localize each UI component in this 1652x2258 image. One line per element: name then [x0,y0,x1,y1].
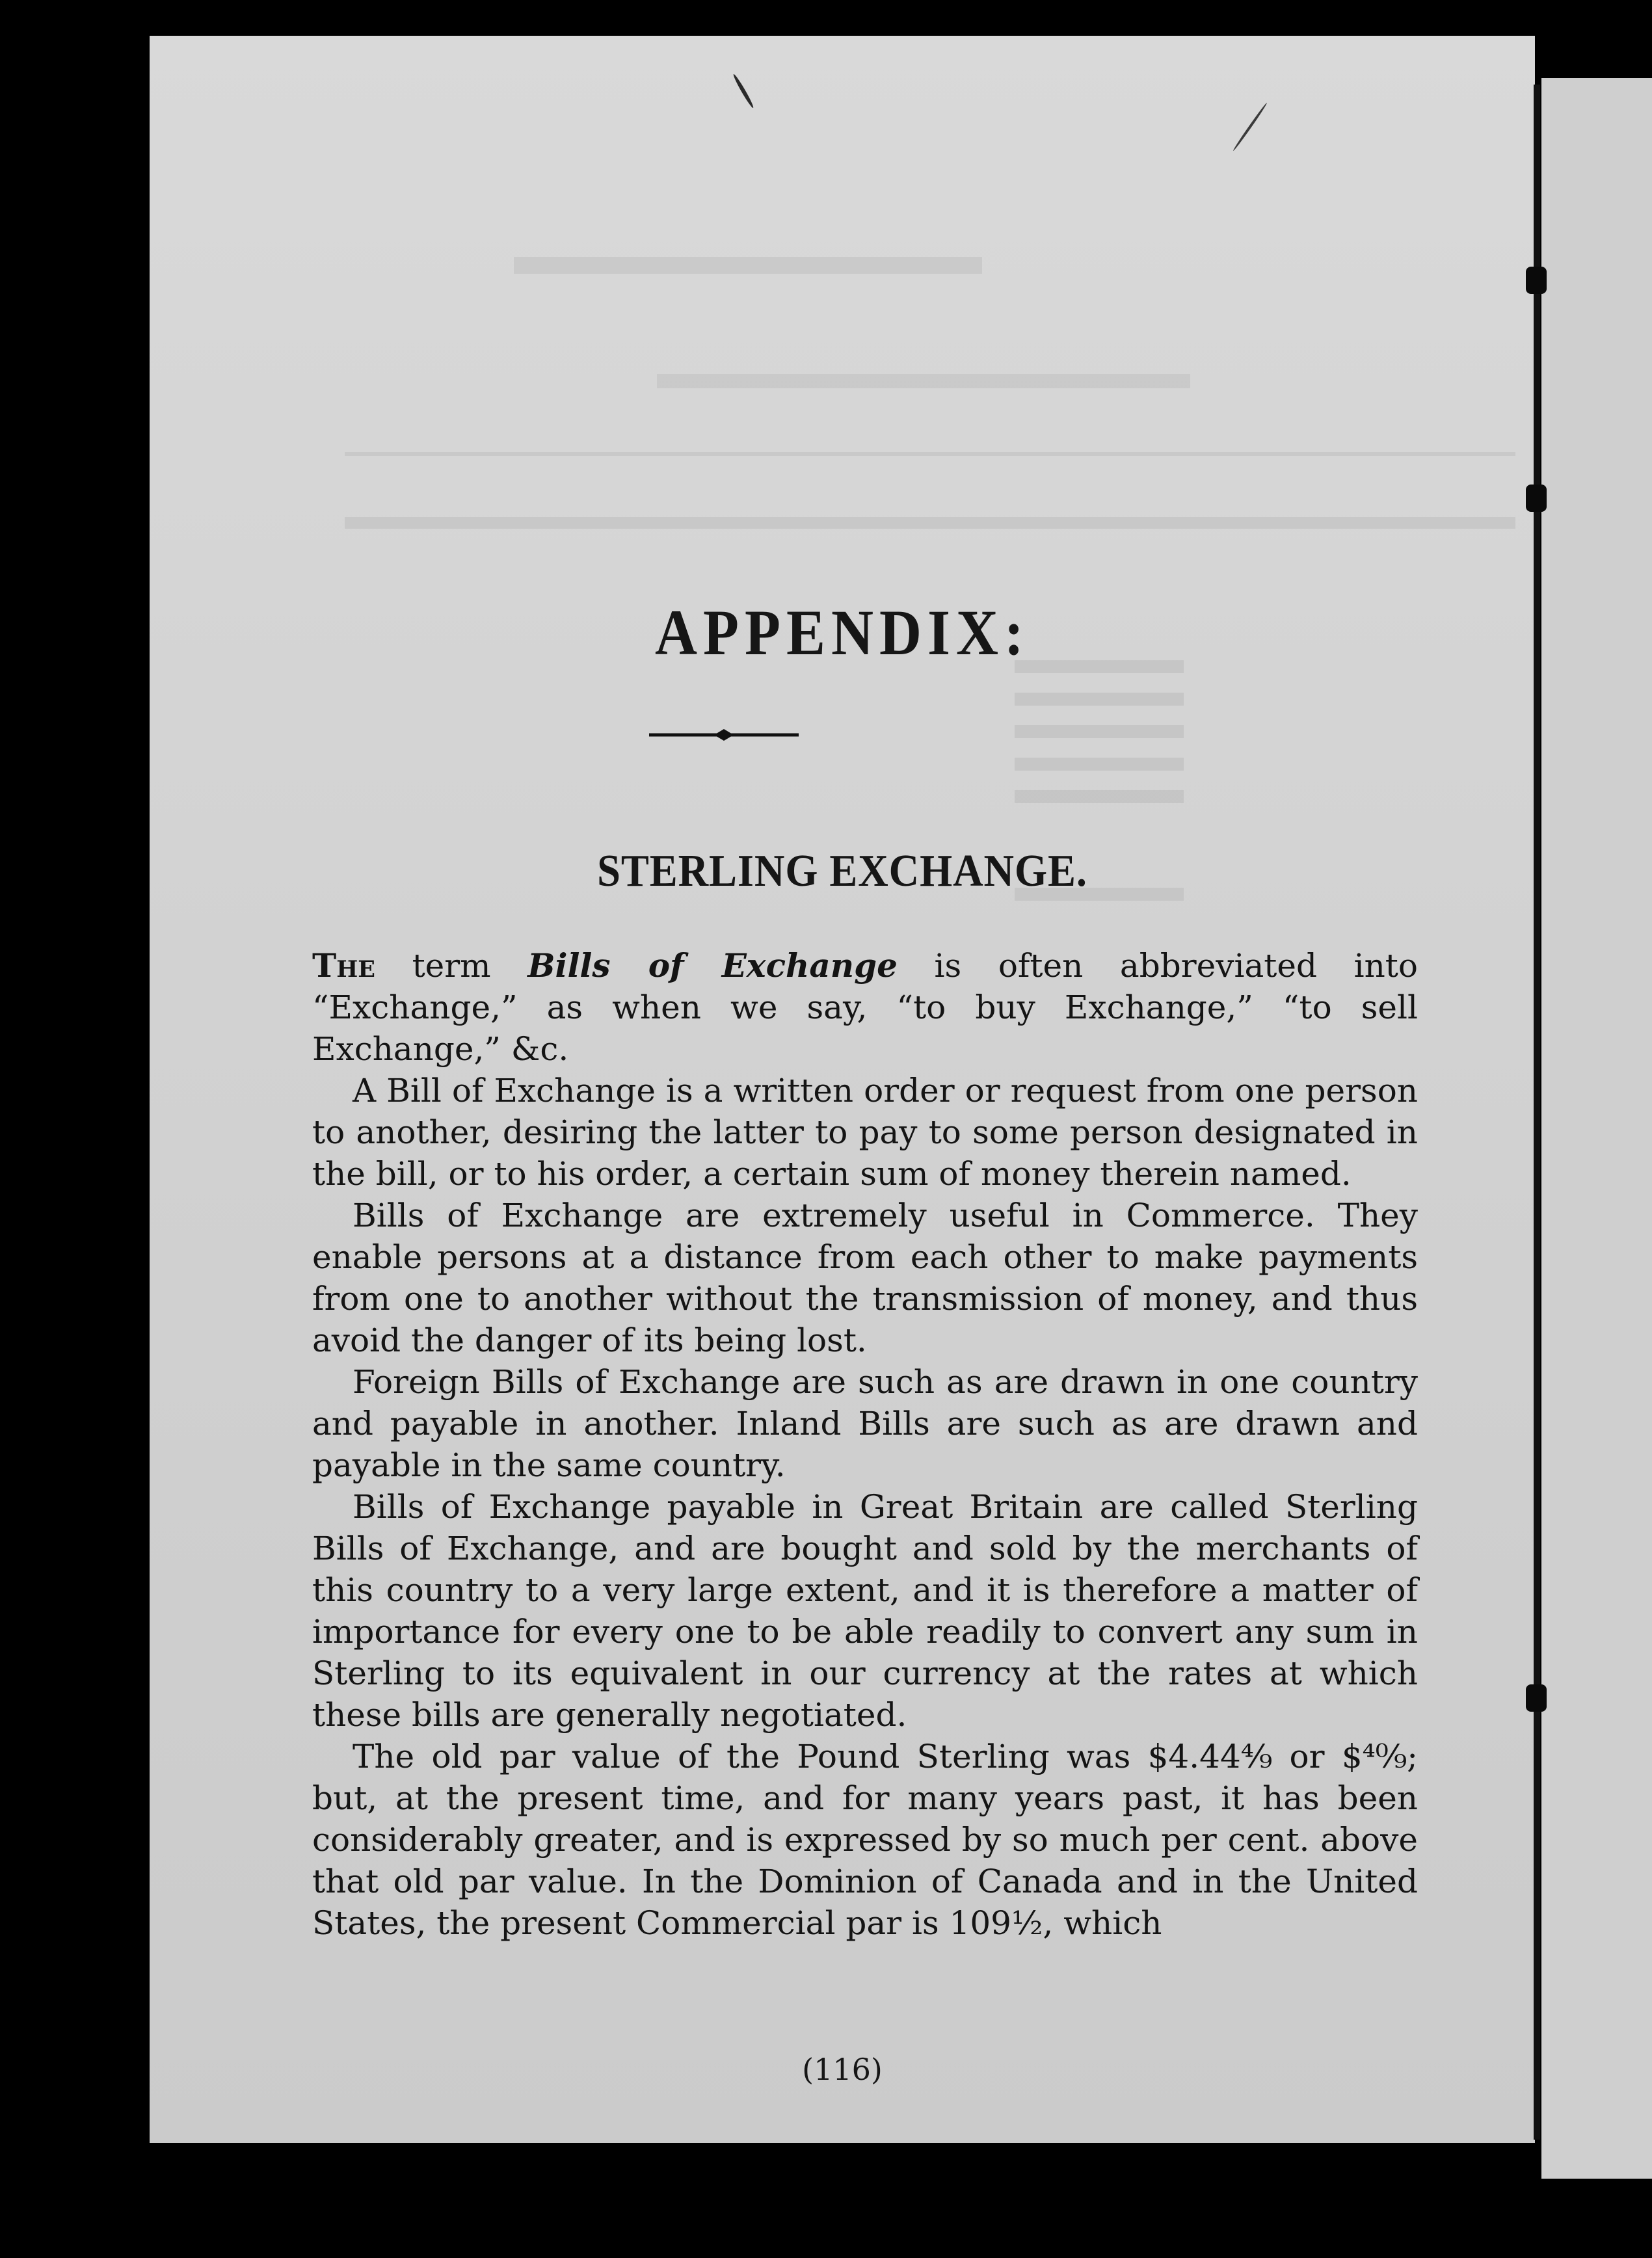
paragraph-1-pre: term [375,947,528,985]
page-number: (116) [802,2052,883,2087]
ornamental-divider [649,725,799,745]
paragraph-5: Bills of Exchange payable in Great Britain are called Sterling Bills of Exchange, and are bought and sold by the merchants of this country to a very large extent, and it is therefore a matter of importance for every one to be able readily to convert any sum in Sterling to its equivalent in our currency at the rates at which these bills are generally negotiated. [312,1488,1418,1734]
document-page [150,36,1535,2143]
binding-mark [1526,485,1547,512]
body-text [312,945,1418,1944]
binding-mark [1526,1684,1547,1712]
binding-mark [1526,267,1547,294]
paragraph-2: A Bill of Exchange is a written order or request from one person to another, desiring the latter to pay to some person designated in the bill, or to his order, a certain sum of money therein named. [312,1072,1418,1193]
paragraph-1-post: is often abbreviated into “Exchange,” as when we say, “to buy Exchange,” “to sell Exchange,” &c. [312,947,1418,1068]
binding-rule [1534,85,1540,2140]
section-heading: STERLING EXCHANGE. [597,846,1087,896]
page-title: APPENDIX: [655,596,1030,669]
paragraph-4: Foreign Bills of Exchange are such as are drawn in one country and payable in another. Inland Bills are such as are drawn and payable in the same country. [312,1363,1418,1484]
paragraph-6: The old par value of the Pound Sterling was $4.44⁴⁄₉ or $⁴⁰⁄₉; but, at the present time, and for many years past, it has been considerably greater, and is expressed by so much per cent. above that old par value. In the Dominion of Canada and in the United States, the present Commercial par is 109½, which [312,1738,1418,1942]
paragraph-1-lead: The [312,946,375,985]
facing-page-edge [1541,78,1652,2179]
paragraph-3: Bills of Exchange are extremely useful in Commerce. They enable persons at a distance from each other to make payments from one to another without the transmission of money, and thus avoid the danger of its being lost. [312,1197,1418,1359]
paragraph-1-emphasis: Bills of Exchange [527,946,898,985]
paragraph-1 [312,945,1418,1070]
